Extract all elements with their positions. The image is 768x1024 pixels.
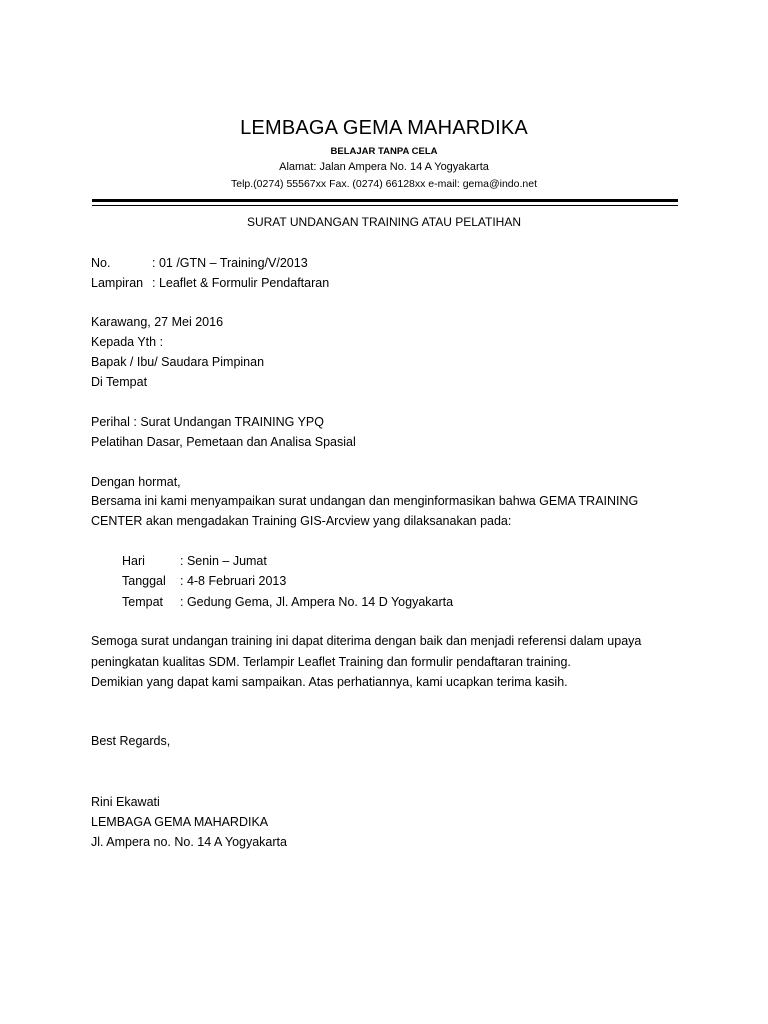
subject-detail: Pelatihan Dasar, Pemetaan dan Analisa Spasial <box>91 435 356 449</box>
event-hari-label: Hari <box>122 554 145 568</box>
recipient-name: Bapak / Ibu/ Saudara Pimpinan <box>91 355 265 369</box>
no-label: No. <box>91 256 111 270</box>
event-hari-value: : Senin – Jumat <box>180 554 267 568</box>
recipient-kepada: Kepada Yth : <box>91 335 164 349</box>
place-date: Karawang, 27 Mei 2016 <box>91 315 224 329</box>
greeting: Dengan hormat, <box>91 475 181 489</box>
signer-address: Jl. Ampera no. No. 14 A Yogyakarta <box>91 835 287 849</box>
org-tagline: BELAJAR TANPA CELA <box>330 146 438 157</box>
closing-line-2: peningkatan kualitas SDM. Terlampir Leaflet Training dan formulir pendaftaran training. <box>91 655 571 669</box>
opening-line-1: Bersama ini kami menyampaikan surat undangan dan menginformasikan bahwa GEMA TRAINING <box>91 494 639 508</box>
subject-line: Perihal : Surat Undangan TRAINING YPQ <box>91 415 324 429</box>
org-contact: Telp.(0274) 55567xx Fax. (0274) 66128xx e-mail: gema@indo.net <box>231 178 537 190</box>
event-tempat-label: Tempat <box>122 595 163 609</box>
lampiran-label: Lampiran <box>91 276 144 290</box>
signer-org: LEMBAGA GEMA MAHARDIKA <box>91 815 269 829</box>
no-value: : 01 /GTN – Training/V/2013 <box>152 256 308 270</box>
document-title: SURAT UNDANGAN TRAINING ATAU PELATIHAN <box>246 215 522 229</box>
opening-line-2: CENTER akan mengadakan Training GIS-Arcview yang dilaksanakan pada: <box>91 514 512 528</box>
signer-name: Rini Ekawati <box>91 795 160 809</box>
closing-line-3: Demikian yang dapat kami sampaikan. Atas perhatiannya, kami ucapkan terima kasih. <box>91 675 568 689</box>
closing-line-1: Semoga surat undangan training ini dapat diterima dengan baik dan menjadi referensi dalam upaya <box>91 634 642 648</box>
lampiran-value: : Leaflet & Formulir Pendaftaran <box>152 276 330 290</box>
org-name: LEMBAGA GEMA MAHARDIKA <box>240 117 528 139</box>
best-regards: Best Regards, <box>91 734 171 748</box>
event-tanggal-label: Tanggal <box>122 574 166 588</box>
event-tempat-value: : Gedung Gema, Jl. Ampera No. 14 D Yogyakarta <box>180 595 454 609</box>
letterhead-divider-thin <box>92 205 678 206</box>
org-address: Alamat: Jalan Ampera No. 14 A Yogyakarta <box>279 161 489 173</box>
letterhead-divider-thick <box>92 199 678 202</box>
recipient-location: Di Tempat <box>91 375 148 389</box>
event-tanggal-value: : 4-8 Februari 2013 <box>180 574 287 588</box>
